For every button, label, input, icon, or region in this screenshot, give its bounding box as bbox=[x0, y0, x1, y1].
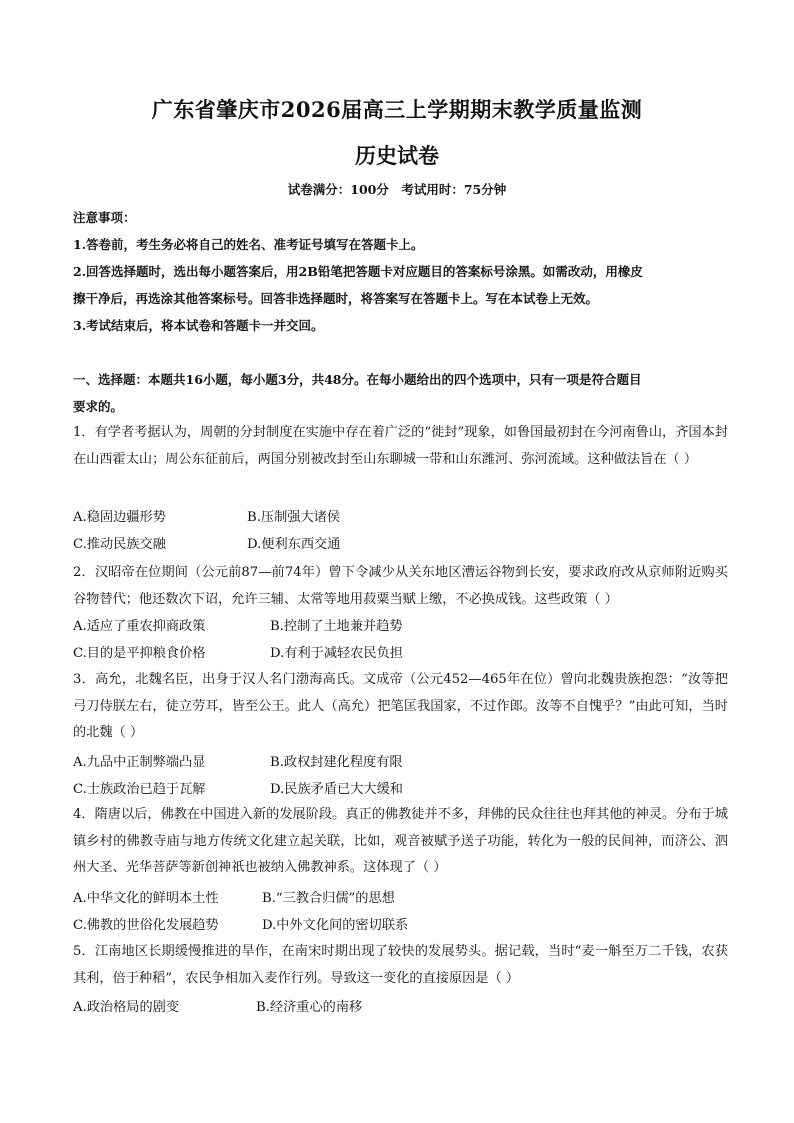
question-2-option-a: A.适应了重农抑商政策 bbox=[73, 619, 206, 634]
question-4-option-c: C.佛教的世俗化发展趋势 bbox=[73, 918, 219, 933]
notice-item-3: 3.考试结束后，将本试卷和答题卡一并交回。 bbox=[73, 318, 324, 333]
question-2-option-b: B.控制了土地兼并趋势 bbox=[270, 619, 403, 634]
question-1-option-c: C.推动民族交融 bbox=[73, 537, 166, 552]
section-heading-line-2: 要求的。 bbox=[73, 399, 124, 414]
question-5-option-a: A.政治格局的剧变 bbox=[73, 1000, 180, 1015]
question-3-option-b: B.政权封建化程度有限 bbox=[270, 755, 403, 770]
question-3-option-c: C.士族政治已趋于瓦解 bbox=[73, 782, 206, 797]
question-1-option-a: A.稳固边疆形势 bbox=[73, 510, 166, 525]
question-2-option-c: C.目的是平抑粮食价格 bbox=[73, 646, 206, 661]
question-2-stem: 2．汉昭帝在位期间（公元前87—前74年）曾下令减少从关东地区漕运谷物到长安，要求政府改从京师附近购买谷物替代；他还数次下诏，允许三辅、太常等地用菽粟当赋上缴，不必换成钱。这些政策（ ） bbox=[73, 565, 728, 607]
subject-title: 历史试卷 bbox=[355, 143, 439, 168]
section-heading-line-1: 一、选择题：本题共16小题，每小题3分，共48分。在每小题给出的四个选项中，只有一项是符合题目 bbox=[73, 372, 642, 387]
question-3-stem: 3．高允，北魏名臣，出身于汉人名门渤海高氏。文成帝（公元452—465年在位）曾向北魏贵族抱怨：“汝等把弓刀侍朕左右，徒立劳耳，皆至公王。此人（高允）把笔匡我国家，不过作郎。汝等不自愧乎？”由此可知，当时的北魏（ ） bbox=[73, 672, 728, 740]
question-4-option-a: A.中华文化的鲜明本土性 bbox=[73, 891, 219, 906]
question-3-option-a: A.九品中正制弊端凸显 bbox=[73, 755, 206, 770]
question-1-stem: 1．有学者考据认为，周朝的分封制度在实施中存在着广泛的“徙封”现象，如鲁国最初封在今河南鲁山，齐国本封在山西霍太山；周公东征前后，两国分别被改封至山东聊城一带和山东潍河、弥河流域。这种做法旨在（ ） bbox=[73, 425, 728, 467]
question-1-option-b: B.压制强大诸侯 bbox=[247, 510, 341, 525]
question-3-option-d: D.民族矛盾已大大缓和 bbox=[270, 782, 403, 797]
question-5-stem: 5．江南地区长期缓慢推进的旱作，在南宋时期出现了较快的发展势头。据记载，当时“麦一斛至万二千钱，农获其利，倍于种稻”，农民争相加入麦作行列。导致这一变化的直接原因是（ ） bbox=[73, 944, 728, 986]
notice-item-1: 1.答卷前，考生务必将自己的姓名、准考证号填写在答题卡上。 bbox=[73, 237, 424, 252]
question-4-option-d: D.中外文化间的密切联系 bbox=[262, 918, 409, 933]
exam-meta: 试卷满分：100分 考试用时：75分钟 bbox=[287, 182, 507, 197]
notice-item-2-line-2: 擦干净后，再选涂其他答案标号。回答非选择题时，将答案写在答题卡上。写在本试卷上无效。 bbox=[73, 291, 599, 306]
question-4-stem: 4．隋唐以后，佛教在中国进入新的发展阶段。真正的佛教徒并不多，拜佛的民众往往也拜其他的神灵。分布于城镇乡村的佛教寺庙与地方传统文化建立起关联，比如，观音被赋予送子功能，转化为一般的民间神，而济公、泗州大圣、光华菩萨等新创神祇也被纳入佛教神系。这体现了（ ） bbox=[73, 807, 728, 875]
question-4-option-b: B.“三教合归儒”的思想 bbox=[262, 891, 395, 906]
question-5-option-b: B.经济重心的南移 bbox=[256, 1000, 363, 1015]
question-2-option-d: D.有利于减轻农民负担 bbox=[270, 646, 403, 661]
exam-title: 广东省肇庆市2026届高三上学期期末教学质量监测 bbox=[151, 97, 643, 122]
notice-heading: 注意事项： bbox=[73, 210, 136, 225]
question-1-option-d: D.便利东西交通 bbox=[247, 537, 341, 552]
notice-item-2-line-1: 2.回答选择题时，选出每小题答案后，用2B铅笔把答题卡对应题目的答案标号涂黑。如需改动，用橡皮 bbox=[73, 264, 643, 279]
